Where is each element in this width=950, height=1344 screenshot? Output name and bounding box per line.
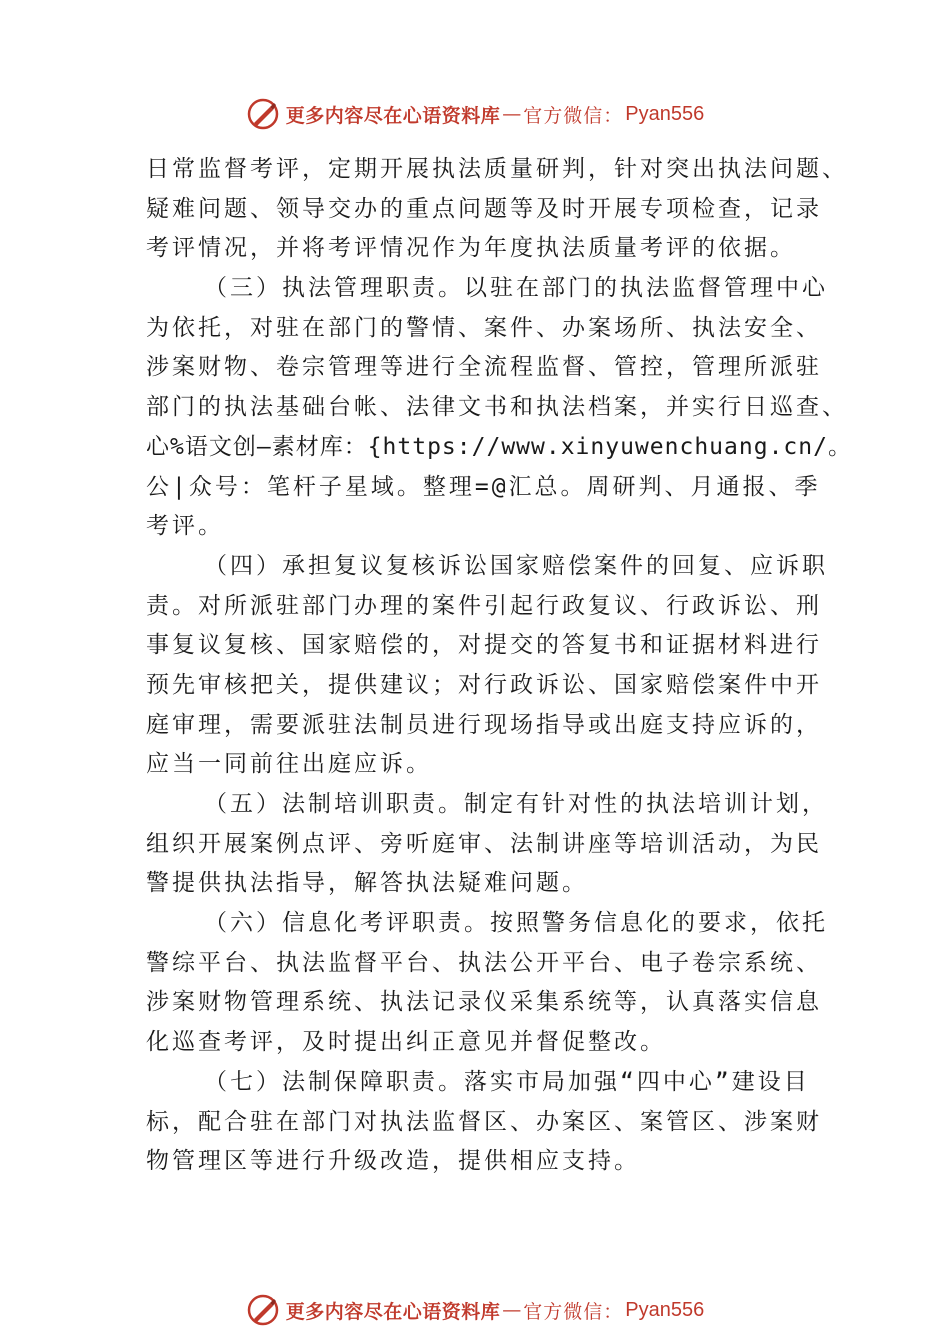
watermark-main-text: 更多内容尽在心语资料库 — [285, 1300, 501, 1323]
watermark-footer — [0, 1290, 950, 1330]
body-line: 标，配合驻在部门对执法监督区、办案区、案管区、涉案财 — [146, 1108, 822, 1135]
watermark-official-label: 官方微信： — [523, 104, 624, 127]
watermark-wechat-id: Pyan556 — [625, 1298, 705, 1321]
body-line: 考评。 — [146, 513, 224, 540]
pen-logo-icon — [246, 1293, 280, 1327]
body-line: （五）法制培训职责。制定有针对性的执法培训计划， — [204, 791, 828, 817]
body-line: 应当一同前往出庭应诉。 — [146, 751, 432, 778]
watermark-header — [0, 94, 950, 134]
document-body — [146, 150, 852, 1182]
body-line: 部门的执法基础台帐、法律文书和执法档案，并实行日巡查、 — [146, 394, 848, 421]
body-line: 日常监督考评，定期开展执法质量研判，针对突出执法问题、 — [146, 156, 848, 182]
body-line: 为依托，对驻在部门的警情、案件、办案场所、执法安全、 — [146, 314, 822, 341]
body-line: 心%语文创—素材库：{https://www.xinyuwenchuang.cn/。 — [146, 433, 852, 460]
body-line: 疑难问题、领导交办的重点问题等及时开展专项检查，记录 — [146, 195, 822, 222]
body-line: 物管理区等进行升级改造，提供相应支持。 — [146, 1148, 640, 1175]
watermark-wechat-id: Pyan556 — [625, 102, 705, 125]
watermark-official-label: 官方微信： — [523, 1300, 624, 1323]
body-line: 警综平台、执法监督平台、执法公开平台、电子卷宗系统、 — [146, 949, 822, 976]
body-line: 涉案财物、卷宗管理等进行全流程监督、管控，管理所派驻 — [146, 354, 822, 381]
body-line: 考评情况，并将考评情况作为年度执法质量考评的依据。 — [146, 235, 796, 262]
body-line: 责。对所派驻部门办理的案件引起行政复议、行政诉讼、刑 — [146, 592, 822, 619]
watermark-dash: — — [502, 103, 522, 125]
body-line: 组织开展案例点评、旁听庭审、法制讲座等培训活动，为民 — [146, 830, 822, 857]
watermark-dash: — — [502, 1299, 522, 1321]
body-line: 涉案财物管理系统、执法记录仪采集系统等，认真落实信息 — [146, 989, 822, 1016]
pen-logo-icon — [246, 97, 280, 131]
body-line: （三）执法管理职责。以驻在部门的执法监督管理中心 — [204, 275, 828, 302]
body-line: 公|众号：笔杆子星域。整理=@汇总。周研判、月通报、季 — [146, 473, 821, 500]
body-line: 化巡查考评，及时提出纠正意见并督促整改。 — [146, 1029, 666, 1056]
body-line: （四）承担复议复核诉讼国家赔偿案件的回复、应诉职 — [204, 552, 828, 579]
body-line: 事复议复核、国家赔偿的，对提交的答复书和证据材料进行 — [146, 632, 822, 659]
body-line: 预先审核把关，提供建议；对行政诉讼、国家赔偿案件中开 — [146, 671, 822, 698]
body-line: 庭审理，需要派驻法制员进行现场指导或出庭支持应诉的， — [146, 711, 822, 738]
body-line: 警提供执法指导，解答执法疑难问题。 — [146, 870, 588, 897]
body-line: （七）法制保障职责。落实市局加强“四中心”建设目 — [204, 1068, 810, 1095]
watermark-main-text: 更多内容尽在心语资料库 — [285, 104, 501, 127]
body-line: （六）信息化考评职责。按照警务信息化的要求，依托 — [204, 910, 828, 937]
